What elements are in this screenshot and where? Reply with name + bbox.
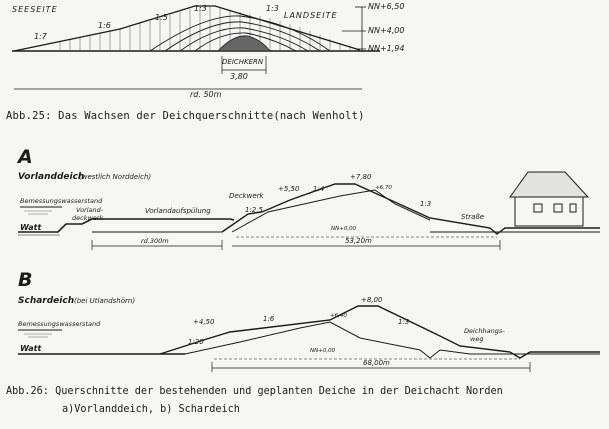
fig25-level-400: NN+4,00 bbox=[368, 26, 405, 35]
fig26a-height-550: +5,50 bbox=[278, 185, 300, 193]
fig26a-nn-label: NN+0,00 bbox=[331, 226, 357, 232]
fig26b-height-640: +6,40 bbox=[330, 313, 347, 319]
fig26a-vorland-line1: Vorland- bbox=[76, 206, 104, 214]
fig26a-height-670: +6,70 bbox=[375, 185, 392, 191]
fig26b-height-800: +8,00 bbox=[361, 296, 383, 304]
fig26-caption-line2: a)Vorlanddeich, b) Schardeich bbox=[62, 404, 240, 415]
fig25-deichkern-shape bbox=[218, 36, 270, 51]
fig26b-nn-label: NN+0,00 bbox=[310, 348, 336, 354]
fig25-deichkern-label: DEICHKERN bbox=[222, 58, 264, 66]
fig26a-slope-1-4: 1:4 bbox=[313, 185, 325, 193]
fig25-slope-1-3b: 1:3 bbox=[266, 4, 279, 13]
fig26a-slope-1-3: 1:3 bbox=[420, 200, 432, 208]
fig26a-house bbox=[510, 172, 588, 226]
fig25-slope-1-3a: 1:3 bbox=[194, 4, 207, 13]
fig26a-vorland-line2: deckwerk bbox=[72, 214, 104, 222]
fig26b-height-450: +4,50 bbox=[193, 318, 215, 326]
fig26a-letter: A bbox=[18, 146, 33, 168]
fig26b-dist-6800: 68,00m bbox=[363, 359, 390, 367]
fig26a-height-780: +7,80 bbox=[350, 173, 372, 181]
fig26a-title: Vorlanddeich bbox=[18, 172, 85, 182]
fig25-slope-1-7: 1:7 bbox=[34, 32, 47, 41]
fig25-slope-1-5: 1:5 bbox=[155, 13, 168, 22]
fig26a-bemessung-label: Bemessungswasserstand bbox=[20, 197, 103, 205]
fig26b-bemessung-label: Bemessungswasserstand bbox=[18, 320, 101, 328]
fig26b-subtitle: (bei Utlandshörn) bbox=[74, 297, 136, 305]
fig26a-dist-5320: 53,20m bbox=[345, 237, 372, 245]
fig26a-watt-line bbox=[18, 219, 234, 232]
fig25-caption: Abb.25: Das Wachsen der Deichquerschnitte(nach Wenholt) bbox=[6, 110, 365, 122]
fig26b-watt-label: Watt bbox=[20, 344, 42, 353]
fig25-level-650: NN+6,50 bbox=[368, 2, 405, 11]
fig26a-subtitle: (westlich Norddeich) bbox=[79, 173, 152, 181]
fig26a-dist-300: rd.300m bbox=[141, 237, 169, 245]
fig26b-slope-1-6: 1:6 bbox=[263, 315, 275, 323]
fig26b-deichhang-line2: weg bbox=[470, 335, 484, 343]
fig25-level-194: NN+1,94 bbox=[368, 44, 405, 53]
fig26a-deckwerk-label: Deckwerk bbox=[229, 192, 264, 200]
fig26a-drawing bbox=[18, 172, 600, 250]
fig26b-letter: B bbox=[18, 269, 33, 291]
fig26a-vorlandaufspuelung: Vorlandaufspülung bbox=[145, 207, 211, 215]
fig25-core-width: 3,80 bbox=[230, 72, 248, 81]
fig26a-strasse-label: Straße bbox=[461, 213, 485, 221]
fig25-length-label: rd. 50m bbox=[190, 90, 222, 99]
fig26-caption-line1: Abb.26: Querschnitte der bestehenden und geplanten Deiche in der Deichacht Norden bbox=[6, 386, 503, 397]
fig26b-drawing bbox=[18, 306, 600, 372]
fig26b-dike-profile bbox=[160, 306, 600, 358]
fig26a-slope-1-25: 1:2,5 bbox=[245, 206, 263, 214]
fig26b-deichhang-line1: Deichhangs- bbox=[464, 327, 505, 335]
fig25-slope-1-6: 1:6 bbox=[98, 21, 111, 30]
fig26b-slope-1-3: 1:3 bbox=[398, 318, 410, 326]
fig25-seeseite-label: SEESEITE bbox=[12, 5, 58, 14]
fig26b-slope-1-20: 1:20 bbox=[188, 338, 204, 346]
fig25-landseite-label: LANDSEITE bbox=[284, 11, 338, 20]
fig26b-title: Schardeich bbox=[18, 296, 75, 306]
fig26a-watt-label: Watt bbox=[20, 223, 42, 232]
